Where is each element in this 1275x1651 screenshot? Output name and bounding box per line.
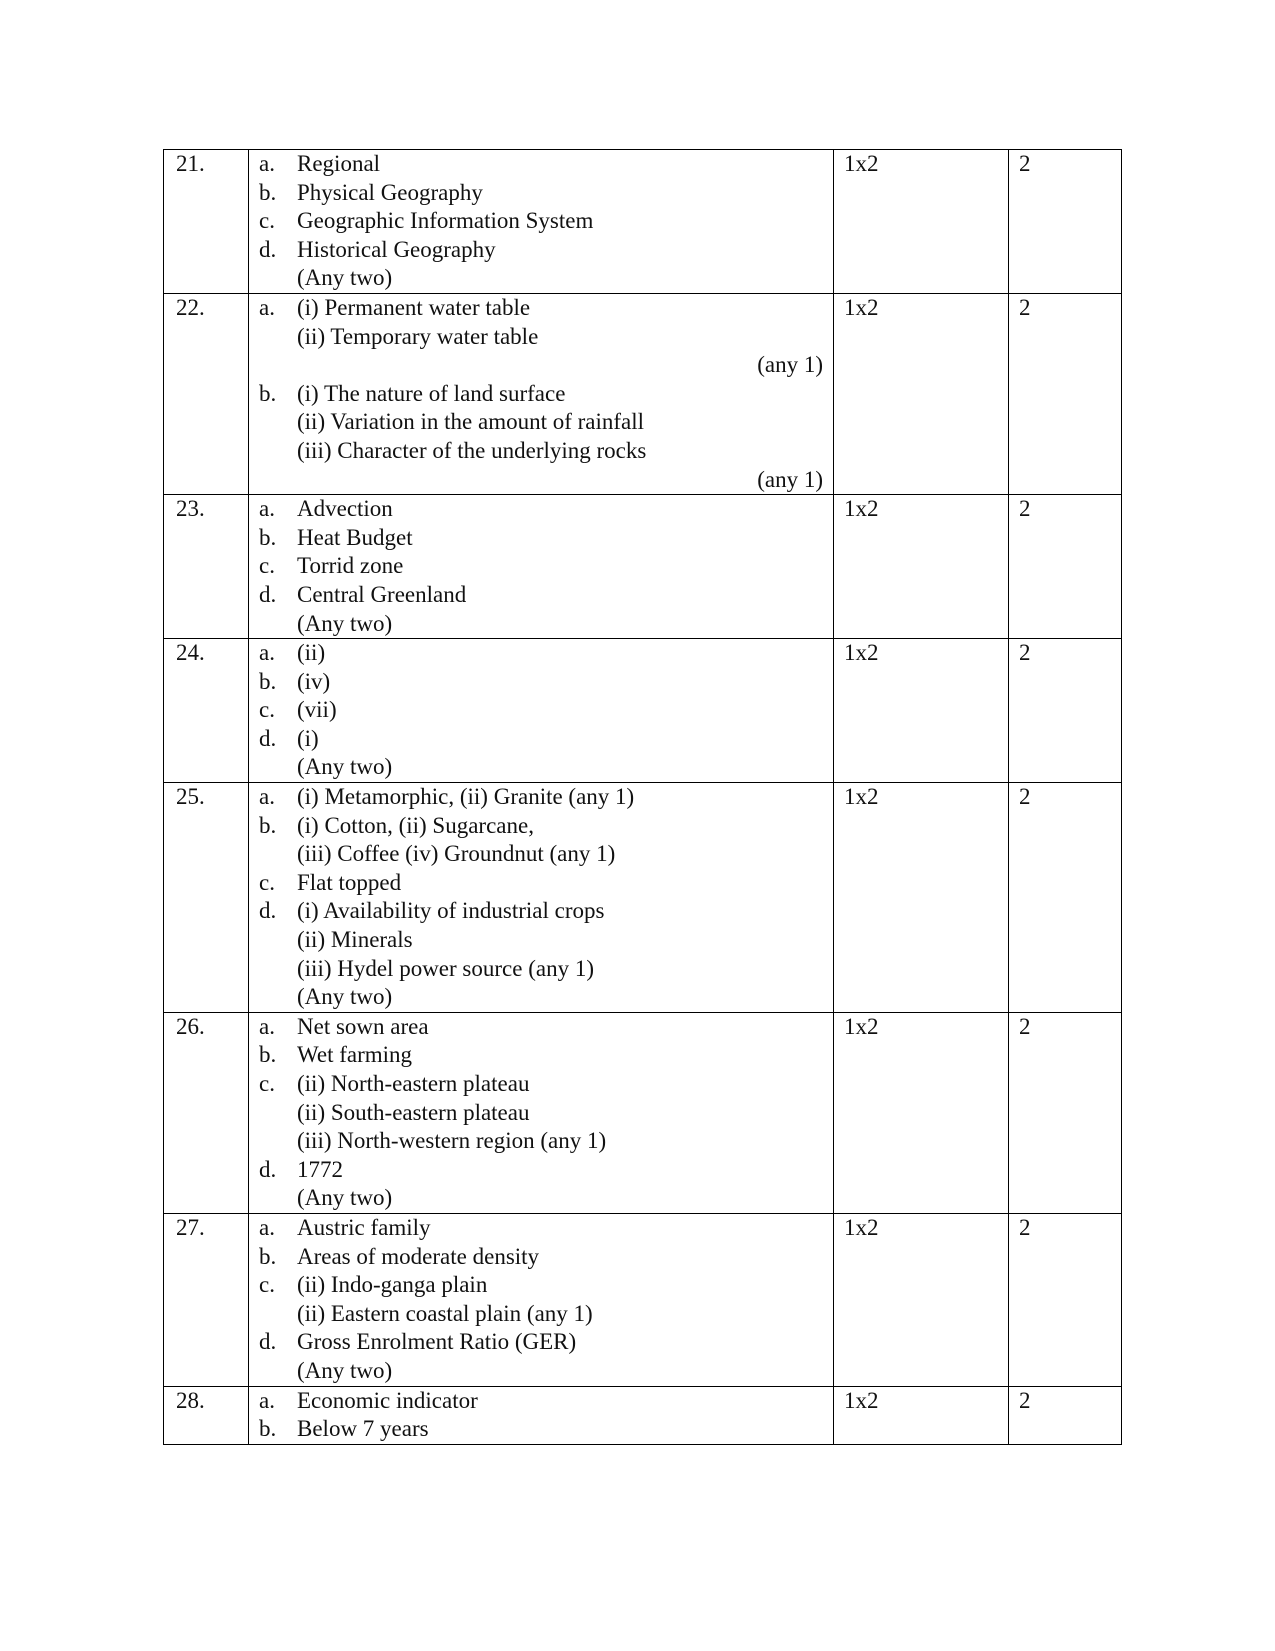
- answer-text: (ii) Eastern coastal plain (any 1): [297, 1300, 593, 1326]
- mark-distribution: 1x2: [834, 1386, 1009, 1444]
- answer-option-letter: [259, 955, 297, 984]
- answer-text: Torrid zone: [297, 553, 404, 579]
- answer-cell: [249, 1386, 834, 1444]
- answer-line: [259, 1357, 823, 1386]
- answer-cell: [249, 150, 834, 294]
- answer-option-letter: b.: [259, 380, 277, 406]
- question-number: 26.: [164, 1012, 249, 1213]
- answer-option-letter: [259, 1099, 297, 1128]
- answer-option-letter: d.: [259, 898, 277, 924]
- answer-text: (Any two): [297, 984, 393, 1010]
- answer-text: (Any two): [297, 1357, 393, 1383]
- answer-text: Historical Geography: [297, 236, 496, 262]
- answer-option-letter: b.: [259, 668, 277, 694]
- answer-option-letter: [259, 437, 297, 466]
- answer-option-letter: [259, 1357, 297, 1386]
- answer-line: [259, 696, 823, 725]
- answer-line: [259, 207, 823, 236]
- mark-distribution: 1x2: [834, 783, 1009, 1013]
- answer-text: 1772: [297, 1156, 343, 1182]
- answer-option-letter: [259, 926, 297, 955]
- answer-line: [259, 840, 823, 869]
- answer-line: [259, 1184, 823, 1213]
- answer-option-letter: c.: [259, 869, 275, 895]
- answer-option-letter: c.: [259, 697, 275, 723]
- answer-text: (Any two): [297, 1185, 393, 1211]
- total-marks: 2: [1009, 1386, 1122, 1444]
- answer-text: (iv): [297, 668, 331, 694]
- answer-line: [259, 495, 823, 524]
- answer-line: [259, 1415, 823, 1444]
- answer-line: [259, 869, 823, 898]
- answer-option-letter: a.: [259, 294, 275, 320]
- question-number: 21.: [164, 150, 249, 294]
- answer-text: (ii) North-eastern plateau: [297, 1071, 530, 1096]
- answer-option-letter: [259, 408, 297, 437]
- answer-line: [259, 812, 823, 841]
- answer-line: [259, 753, 823, 782]
- answer-line: [259, 1127, 823, 1156]
- answer-option-letter: a.: [259, 1214, 275, 1240]
- answer-line: [259, 983, 823, 1012]
- answer-option-letter: d.: [259, 1329, 277, 1355]
- answer-option-letter: a.: [259, 1013, 275, 1039]
- answer-line: [259, 581, 823, 610]
- answer-line: [259, 179, 823, 208]
- table-row: [164, 1012, 1122, 1213]
- answer-text: Central Greenland: [297, 581, 467, 607]
- question-number: 24.: [164, 639, 249, 783]
- total-marks: 2: [1009, 783, 1122, 1013]
- answer-text: (iii) North-western region (any 1): [297, 1128, 607, 1154]
- question-number: 25.: [164, 783, 249, 1013]
- answer-text: (ii) Indo-ganga plain: [297, 1272, 488, 1298]
- answer-line: [259, 408, 823, 437]
- mark-distribution: 1x2: [834, 293, 1009, 494]
- answer-line: [259, 466, 823, 495]
- answer-option-letter: [259, 610, 297, 639]
- answer-text: (iii) Hydel power source (any 1): [297, 955, 594, 981]
- table-row: [164, 1213, 1122, 1386]
- question-number: 28.: [164, 1386, 249, 1444]
- answer-text: (ii) Temporary water table: [297, 323, 539, 349]
- mark-distribution: 1x2: [834, 150, 1009, 294]
- answer-line: [259, 1214, 823, 1243]
- answer-text: Austric family: [297, 1214, 431, 1240]
- table-row: [164, 150, 1122, 294]
- question-number: 23.: [164, 495, 249, 639]
- answer-line: [259, 437, 823, 466]
- answer-key-body: [164, 150, 1122, 1445]
- answer-text: (iii) Character of the underlying rocks: [297, 437, 647, 463]
- table-row: [164, 639, 1122, 783]
- answer-text: Wet farming: [297, 1042, 413, 1068]
- answer-line: [259, 1156, 823, 1185]
- answer-option-letter: [259, 1127, 297, 1156]
- answer-line: [259, 294, 823, 323]
- answer-text: Flat topped: [297, 869, 402, 895]
- answer-line: [259, 668, 823, 697]
- answer-option-letter: a.: [259, 151, 275, 176]
- answer-option-letter: d.: [259, 725, 277, 751]
- answer-line: [259, 1300, 823, 1329]
- answer-text: Heat Budget: [297, 524, 413, 550]
- answer-option-letter: c.: [259, 1272, 275, 1298]
- answer-text: (vii): [297, 697, 337, 723]
- total-marks: 2: [1009, 639, 1122, 783]
- answer-option-letter: c.: [259, 1071, 275, 1096]
- answer-line: [259, 380, 823, 409]
- answer-text: Regional: [297, 151, 381, 176]
- answer-option-letter: [259, 753, 297, 782]
- total-marks: 2: [1009, 293, 1122, 494]
- answer-text: (ii): [297, 640, 326, 666]
- answer-line: [259, 351, 823, 380]
- answer-option-letter: a.: [259, 496, 275, 522]
- answer-line: [259, 1013, 823, 1042]
- answer-line: [259, 725, 823, 754]
- total-marks: 2: [1009, 150, 1122, 294]
- mark-distribution: 1x2: [834, 495, 1009, 639]
- answer-option-letter: [259, 1184, 297, 1213]
- answer-text: (any 1): [757, 352, 823, 378]
- question-number: 27.: [164, 1213, 249, 1386]
- answer-line: [259, 1041, 823, 1070]
- answer-line: [259, 150, 823, 179]
- answer-line: [259, 783, 823, 812]
- answer-cell: [249, 293, 834, 494]
- mark-distribution: 1x2: [834, 1213, 1009, 1386]
- total-marks: 2: [1009, 1213, 1122, 1386]
- table-row: [164, 1386, 1122, 1444]
- answer-option-letter: b.: [259, 1042, 277, 1068]
- answer-option-letter: d.: [259, 1156, 277, 1182]
- answer-text: Below 7 years: [297, 1416, 429, 1442]
- answer-cell: [249, 495, 834, 639]
- question-number: 22.: [164, 293, 249, 494]
- answer-text: (i): [297, 725, 319, 751]
- answer-text: Geographic Information System: [297, 208, 594, 234]
- answer-line: [259, 1271, 823, 1300]
- answer-option-letter: b.: [259, 524, 277, 550]
- answer-text: Net sown area: [297, 1013, 429, 1039]
- table-row: [164, 293, 1122, 494]
- answer-line: [259, 955, 823, 984]
- answer-text: (Any two): [297, 754, 393, 780]
- answer-text: Gross Enrolment Ratio (GER): [297, 1329, 577, 1355]
- answer-line: [259, 552, 823, 581]
- total-marks: 2: [1009, 1012, 1122, 1213]
- answer-option-letter: [259, 264, 297, 293]
- answer-option-letter: [259, 1300, 297, 1329]
- answer-text: (i) Availability of industrial crops: [297, 898, 605, 924]
- answer-option-letter: b.: [259, 1243, 277, 1269]
- answer-line: [259, 323, 823, 352]
- answer-option-letter: b.: [259, 179, 277, 205]
- answer-text: Advection: [297, 496, 393, 522]
- answer-line: [259, 236, 823, 265]
- answer-text: (Any two): [297, 610, 393, 636]
- mark-distribution: 1x2: [834, 639, 1009, 783]
- table-row: [164, 495, 1122, 639]
- answer-option-letter: a.: [259, 640, 275, 666]
- answer-text: (Any two): [297, 265, 393, 291]
- answer-line: [259, 926, 823, 955]
- answer-option-letter: a.: [259, 784, 275, 810]
- answer-cell: [249, 1012, 834, 1213]
- answer-line: [259, 264, 823, 293]
- answer-option-letter: a.: [259, 1387, 275, 1413]
- answer-line: [259, 524, 823, 553]
- answer-option-letter: d.: [259, 581, 277, 607]
- table-row: [164, 783, 1122, 1013]
- answer-option-letter: d.: [259, 236, 277, 262]
- answer-text: Economic indicator: [297, 1387, 478, 1413]
- answer-text: (ii) Variation in the amount of rainfall: [297, 409, 645, 435]
- answer-option-letter: [259, 983, 297, 1012]
- answer-line: [259, 897, 823, 926]
- answer-cell: [249, 1213, 834, 1386]
- answer-line: [259, 1328, 823, 1357]
- answer-option-letter: [259, 323, 297, 352]
- answer-text: (iii) Coffee (iv) Groundnut (any 1): [297, 841, 616, 867]
- answer-line: [259, 1099, 823, 1128]
- answer-option-letter: c.: [259, 208, 275, 234]
- answer-option-letter: c.: [259, 553, 275, 579]
- answer-line: [259, 1387, 823, 1416]
- answer-key-table: [163, 149, 1122, 1445]
- answer-text: (ii) Minerals: [297, 927, 413, 953]
- answer-text: (any 1): [757, 466, 823, 492]
- answer-option-letter: [259, 840, 297, 869]
- answer-text: (i) The nature of land surface: [297, 380, 566, 406]
- answer-text: (i) Permanent water table: [297, 294, 531, 320]
- answer-text: Physical Geography: [297, 179, 483, 205]
- answer-option-letter: b.: [259, 812, 277, 838]
- answer-line: [259, 610, 823, 639]
- answer-line: [259, 1070, 823, 1099]
- answer-text: Areas of moderate density: [297, 1243, 540, 1269]
- answer-line: [259, 1243, 823, 1272]
- answer-text: (ii) South-eastern plateau: [297, 1099, 530, 1125]
- answer-cell: [249, 783, 834, 1013]
- answer-text: (i) Metamorphic, (ii) Granite (any 1): [297, 784, 635, 810]
- mark-distribution: 1x2: [834, 1012, 1009, 1213]
- answer-option-letter: b.: [259, 1416, 277, 1442]
- answer-cell: [249, 639, 834, 783]
- answer-line: [259, 639, 823, 668]
- total-marks: 2: [1009, 495, 1122, 639]
- answer-text: (i) Cotton, (ii) Sugarcane,: [297, 812, 534, 838]
